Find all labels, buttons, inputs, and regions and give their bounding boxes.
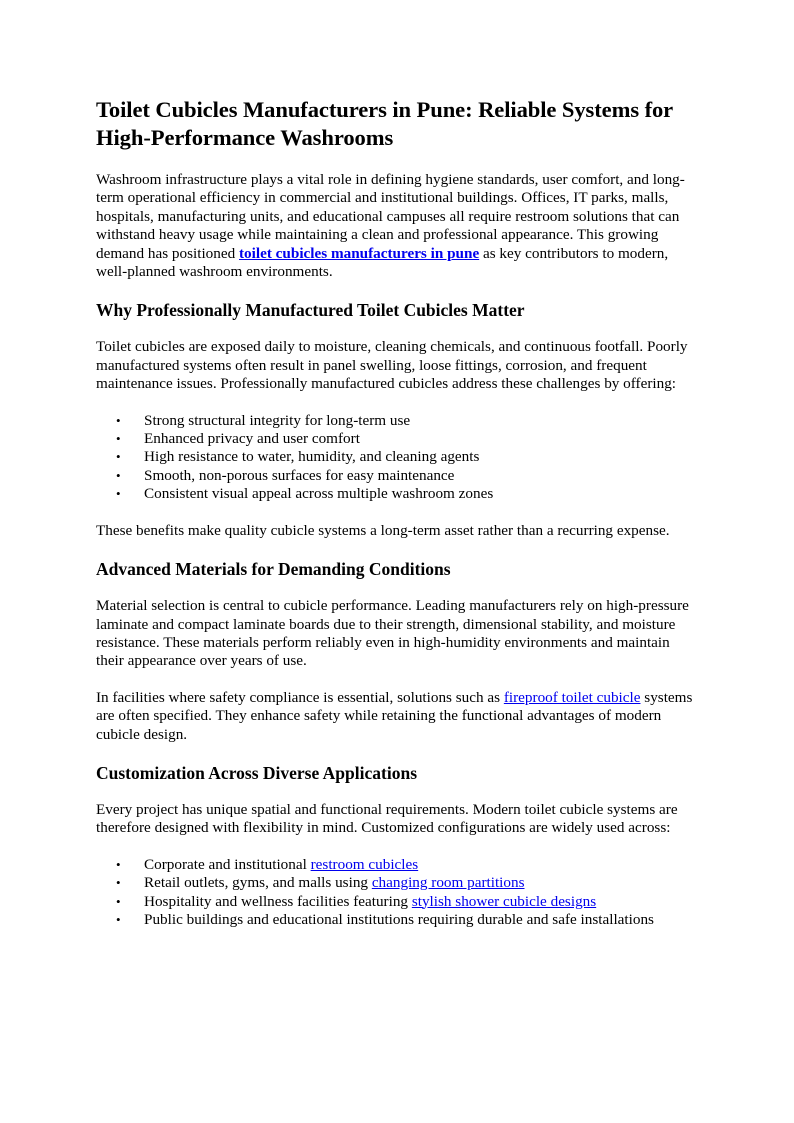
list-item-text: Strong structural integrity for long-term use [144, 411, 411, 429]
list-item [96, 893, 700, 911]
list-item-text: Enhanced privacy and user comfort [144, 430, 360, 448]
list-item [96, 856, 700, 874]
list-item [96, 467, 700, 485]
list-item-text: Hospitality and wellness facilities featuring [144, 892, 412, 910]
section2-paragraph-2 [96, 689, 700, 744]
list-item [96, 485, 700, 503]
list-item [96, 448, 700, 466]
changing-room-partitions-link[interactable]: changing room partitions [371, 874, 525, 892]
document-page [96, 96, 700, 947]
bullet-icon: • [116, 856, 121, 872]
section1-closing: These benefits make quality cubicle systems a long-term asset rather than a recurring expense. [96, 521, 670, 539]
bullet-icon: • [116, 911, 121, 927]
section3-paragraph: Every project has unique spatial and functional requirements. Modern toilet cubicle systems are therefore designed with flexibility in mind. Customized configurations are widely used across: [96, 800, 678, 837]
section1-bullet-list [96, 412, 700, 504]
list-item [96, 874, 700, 892]
list-item-text: Consistent visual appeal across multiple washroom zones [144, 485, 494, 503]
list-item-text: Retail outlets, gyms, and malls using [144, 874, 372, 892]
section2-text-before: In facilities where safety compliance is essential, solutions such as [96, 688, 504, 706]
restroom-cubicles-link[interactable]: restroom cubicles [310, 855, 419, 873]
section1-paragraph: Toilet cubicles are exposed daily to moisture, cleaning chemicals, and continuous footfall. Poorly manufactured systems often result in panel swelling, loose fittings, corrosion, and frequent maintenance issues. Professionally manufactured cubicles address these challenges by offering: [96, 338, 688, 393]
bullet-icon: • [116, 467, 121, 483]
list-item-text: High resistance to water, humidity, and cleaning agents [144, 448, 480, 466]
section2-text-after: systems are often specified. They enhance safety while retaining the functional advantages of modern cubicle design. [96, 688, 693, 743]
section1-heading: Why Professionally Manufactured Toilet Cubicles Matter [96, 300, 525, 321]
section2-heading: Advanced Materials for Demanding Conditions [96, 559, 451, 580]
list-item [96, 412, 700, 430]
section3-bullet-list [96, 856, 700, 930]
list-item [96, 430, 700, 448]
section3-heading: Customization Across Diverse Applications [96, 762, 417, 783]
list-item [96, 911, 700, 929]
list-item-text: Smooth, non-porous surfaces for easy maintenance [144, 466, 455, 484]
bullet-icon: • [116, 486, 121, 502]
list-item-text: Corporate and institutional [144, 855, 311, 873]
toilet-cubicles-manufacturers-link[interactable]: toilet cubicles manufacturers in pune [239, 244, 480, 262]
stylish-shower-cubicle-designs-link[interactable]: stylish shower cubicle designs [411, 892, 597, 910]
intro-text-after: as key contributors to modern, well-planned washroom environments. [96, 244, 669, 281]
bullet-icon: • [116, 412, 121, 428]
bullet-icon: • [116, 893, 121, 909]
bullet-icon: • [116, 431, 121, 447]
bullet-icon: • [116, 449, 121, 465]
fireproof-toilet-cubicle-link[interactable]: fireproof toilet cubicle [503, 688, 641, 706]
section2-paragraph-1: Material selection is central to cubicle performance. Leading manufacturers rely on high-pressure laminate and compact laminate boards due to their strength, dimensional stability, and moisture resistance. These materials perform reliably even in high-humidity environments and maintain their appearance over years of use. [96, 597, 689, 670]
intro-text-before: Washroom infrastructure plays a vital role in defining hygiene standards, user comfort, and long-term operational efficiency in commercial and institutional buildings. Offices, IT parks, malls, hospitals, manufacturing units, and educational campuses all require restroom solutions that can withstand heavy usage while maintaining a clean and professional appearance. This growing demand has positioned [96, 171, 685, 262]
bullet-icon: • [116, 875, 121, 891]
page-title: Toilet Cubicles Manufacturers in Pune: Reliable Systems for High-Performance Washrooms [96, 97, 673, 150]
intro-paragraph [96, 171, 700, 281]
list-item-text: Public buildings and educational institutions requiring durable and safe installations [144, 910, 654, 928]
